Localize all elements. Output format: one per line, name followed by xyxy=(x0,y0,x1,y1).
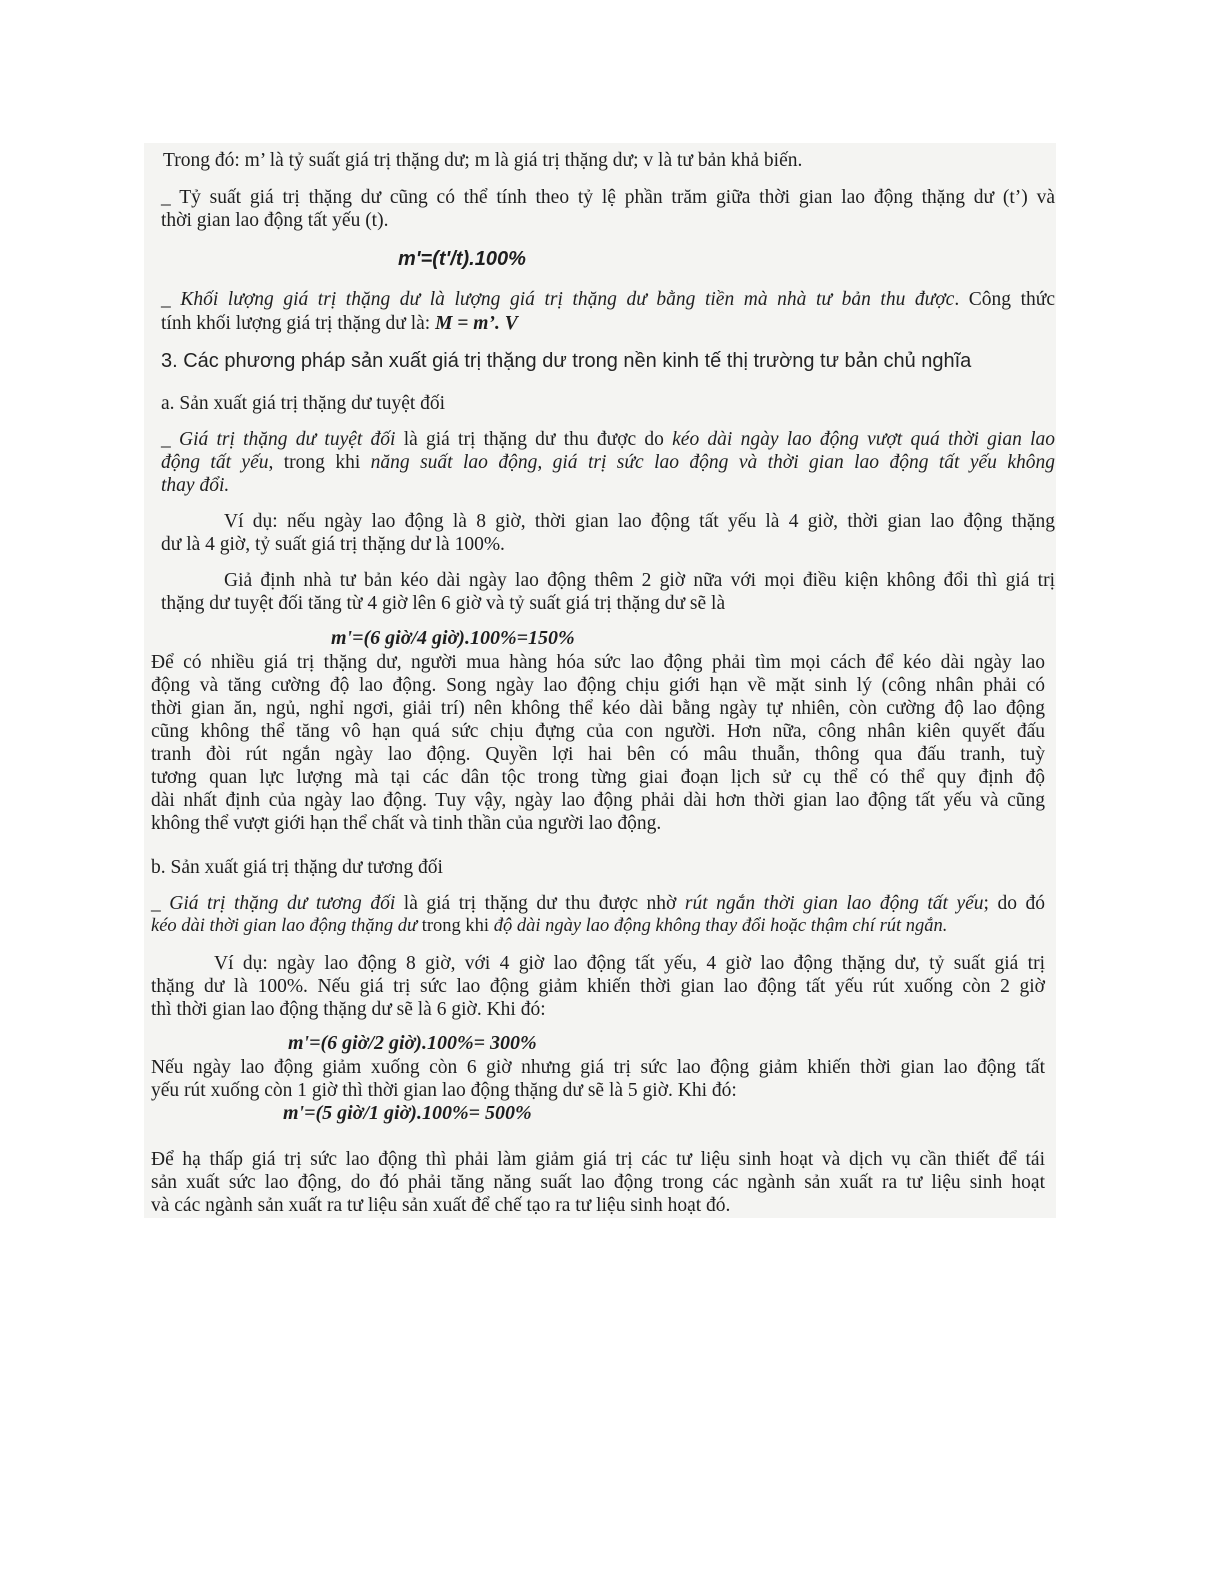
paragraph-ty-suat-line-2: thời gian lao động tất yếu (t). xyxy=(161,210,389,231)
paragraph-vidu-b-line-2: thặng dư là 100%. Nếu giá trị sức lao động giảm khiến thời gian lao động tất yếu rút xuống còn 2 giờ xyxy=(151,976,1045,997)
tuyet-doi-italic-1: kéo dài ngày lao động vượt quá thời gian lao xyxy=(672,429,1055,450)
paragraph-ha-thap-line-2: sản xuất sức lao động, do đó phải tăng năng suất lao động trong các ngành sản xuất ra tư liệu sinh hoạt xyxy=(151,1172,1045,1193)
tuong-doi-italic-1: rút ngắn thời gian lao động tất yếu xyxy=(684,893,984,914)
paragraph-tuyet-doi-line-3 xyxy=(161,474,229,497)
tuyet-doi-italic-2: động tất yếu xyxy=(161,452,269,473)
tuong-doi-italic-2: kéo dài thời gian lao động thặng dư xyxy=(151,916,418,936)
paragraph-de-co-line-6: tương quan lực lượng mà tại các dân tộc trong từng giai đoạn lịch sử cụ thể có thể quy định độ xyxy=(151,767,1045,788)
paragraph-ha-thap-line-3: và các ngành sản xuất ra tư liệu sản xuất để chế tạo ra tư liệu sinh hoạt đó. xyxy=(151,1195,731,1216)
paragraph-vidu-b-line-3: thì thời gian lao động thặng dư sẽ là 6 giờ. Khi đó: xyxy=(151,999,546,1020)
tuyet-doi-text-1: là giá trị thặng dư thu được do xyxy=(395,429,673,450)
paragraph-tuong-doi-line-2 xyxy=(151,915,947,938)
tuyet-doi-text-2: , trong khi xyxy=(268,452,371,473)
paragraph-vidu-a-line-2: dư là 4 giờ, tỷ suất giá trị thặng dư là 100%. xyxy=(161,534,505,555)
khoi-luong-definition: _ Khối lượng giá trị thặng dư là lượng giá trị thặng dư bằng tiền mà nhà tư bản thu được xyxy=(161,289,955,310)
paragraph-de-co-line-8: không thể vượt giới hạn thể chất và tinh thần của người lao động. xyxy=(151,813,662,834)
paragraph-tuyet-doi-line-2 xyxy=(161,451,1055,474)
tuong-doi-text-2: ; do đó xyxy=(983,893,1045,914)
paragraph-gia-dinh-line-1: Giả định nhà tư bản kéo dài ngày lao động thêm 2 giờ nữa với mọi điều kiện không đổi thì giá trị xyxy=(224,570,1055,591)
section-heading-3: 3. Các phương pháp sản xuất giá trị thặng dư trong nền kinh tế thị trường tư bản chủ nghĩa xyxy=(161,350,972,372)
paragraph-vidu-b-line-1: Ví dụ: ngày lao động 8 giờ, với 4 giờ lao động tất yếu, 4 giờ lao động thặng dư, tỷ suất giá trị xyxy=(214,953,1045,974)
formula-ty-suat-thoi-gian: m'=(t'/t).100% xyxy=(398,248,526,270)
khoi-luong-text: tính khối lượng giá trị thặng dư là: xyxy=(161,313,436,334)
formula-150-percent: m'=(6 giờ/4 giờ).100%=150% xyxy=(331,627,575,649)
paragraph-khoi-luong-line-1 xyxy=(161,288,1055,311)
tuyet-doi-term: _ Giá trị thặng dư tuyệt đối xyxy=(161,429,396,450)
section-heading-a: a. Sản xuất giá trị thặng dư tuyệt đối xyxy=(161,393,446,414)
paragraph-khoi-luong-line-2 xyxy=(161,312,518,335)
tuong-doi-text-1: là giá trị thặng dư thu được nhờ xyxy=(395,893,685,914)
khoi-luong-rest: . Công thức xyxy=(954,289,1055,310)
paragraph-de-co-line-1: Để có nhiều giá trị thặng dư, người mua hàng hóa sức lao động phải tìm mọi cách để kéo dài ngày lao xyxy=(151,652,1045,673)
paragraph-trong-do: Trong đó: m’ là tỷ suất giá trị thặng dư; m là giá trị thặng dư; v là tư bản khả biến. xyxy=(163,150,803,171)
paragraph-ha-thap-line-1: Để hạ thấp giá trị sức lao động thì phải làm giảm giá trị các tư liệu sinh hoạt và dịch vụ cần thiết để tái xyxy=(151,1149,1045,1170)
formula-khoi-luong: M = m’. V xyxy=(435,313,518,334)
paragraph-tuyet-doi-line-1 xyxy=(161,428,1055,451)
paragraph-vidu-a-line-1: Ví dụ: nếu ngày lao động là 8 giờ, thời gian lao động tất yếu là 4 giờ, thời gian lao động thặng xyxy=(224,511,1055,532)
paragraph-ty-suat-line-1: _ Tỷ suất giá trị thặng dư cũng có thể tính theo tỷ lệ phần trăm giữa thời gian lao động thặng dư (t’) và xyxy=(161,187,1055,208)
tuyet-doi-italic-3: năng suất lao động, giá trị sức lao động và thời gian lao động tất yếu không xyxy=(370,452,1055,473)
tuong-doi-italic-3: độ dài ngày lao động không thay đổi hoặc thậm chí rút ngắn. xyxy=(493,916,948,936)
paragraph-de-co-line-3: thời gian ăn, ngủ, nghỉ ngơi, giải trí) nên không thể kéo dài bằng ngày tự nhiên, còn cường độ lao động xyxy=(151,698,1045,719)
formula-500-percent: m'=(5 giờ/1 giờ).100%= 500% xyxy=(283,1102,532,1124)
paragraph-de-co-line-2: động và tăng cường độ lao động. Song ngày lao động chịu giới hạn về mặt sinh lý (công nhân phải có xyxy=(151,675,1045,696)
tuyet-doi-italic-4: thay đổi. xyxy=(161,475,230,496)
paragraph-de-co-line-7: dài nhất định của ngày lao động. Tuy vậy, ngày lao động phải dài hơn thời gian lao động tất yếu và cũng xyxy=(151,790,1045,811)
paragraph-neu-line-1: Nếu ngày lao động giảm xuống còn 6 giờ nhưng giá trị sức lao động giảm khiến thời gian lao động tất xyxy=(151,1057,1045,1078)
paragraph-neu-line-2: yếu rút xuống còn 1 giờ thì thời gian lao động thặng dư sẽ là 5 giờ. Khi đó: xyxy=(151,1080,737,1101)
paragraph-de-co-line-5: tranh đòi rút ngắn ngày lao động. Quyền lợi hai bên có mâu thuẫn, thông qua đấu tranh, tuỳ xyxy=(151,744,1045,765)
tuong-doi-term: _ Giá trị thặng dư tương đối xyxy=(151,893,396,914)
section-heading-b: b. Sản xuất giá trị thặng dư tương đối xyxy=(151,857,443,878)
tuong-doi-text-3: trong khi xyxy=(417,916,494,936)
paragraph-gia-dinh-line-2: thặng dư tuyệt đối tăng từ 4 giờ lên 6 giờ và tỷ suất giá trị thặng dư sẽ là xyxy=(161,593,726,614)
paragraph-de-co-line-4: cũng không thể tăng vô hạn quá sức chịu đựng của con người. Hơn nữa, công nhân kiên quyết đấu xyxy=(151,721,1045,742)
formula-300-percent: m'=(6 giờ/2 giờ).100%= 300% xyxy=(288,1032,537,1054)
paragraph-tuong-doi-line-1 xyxy=(151,892,1045,915)
